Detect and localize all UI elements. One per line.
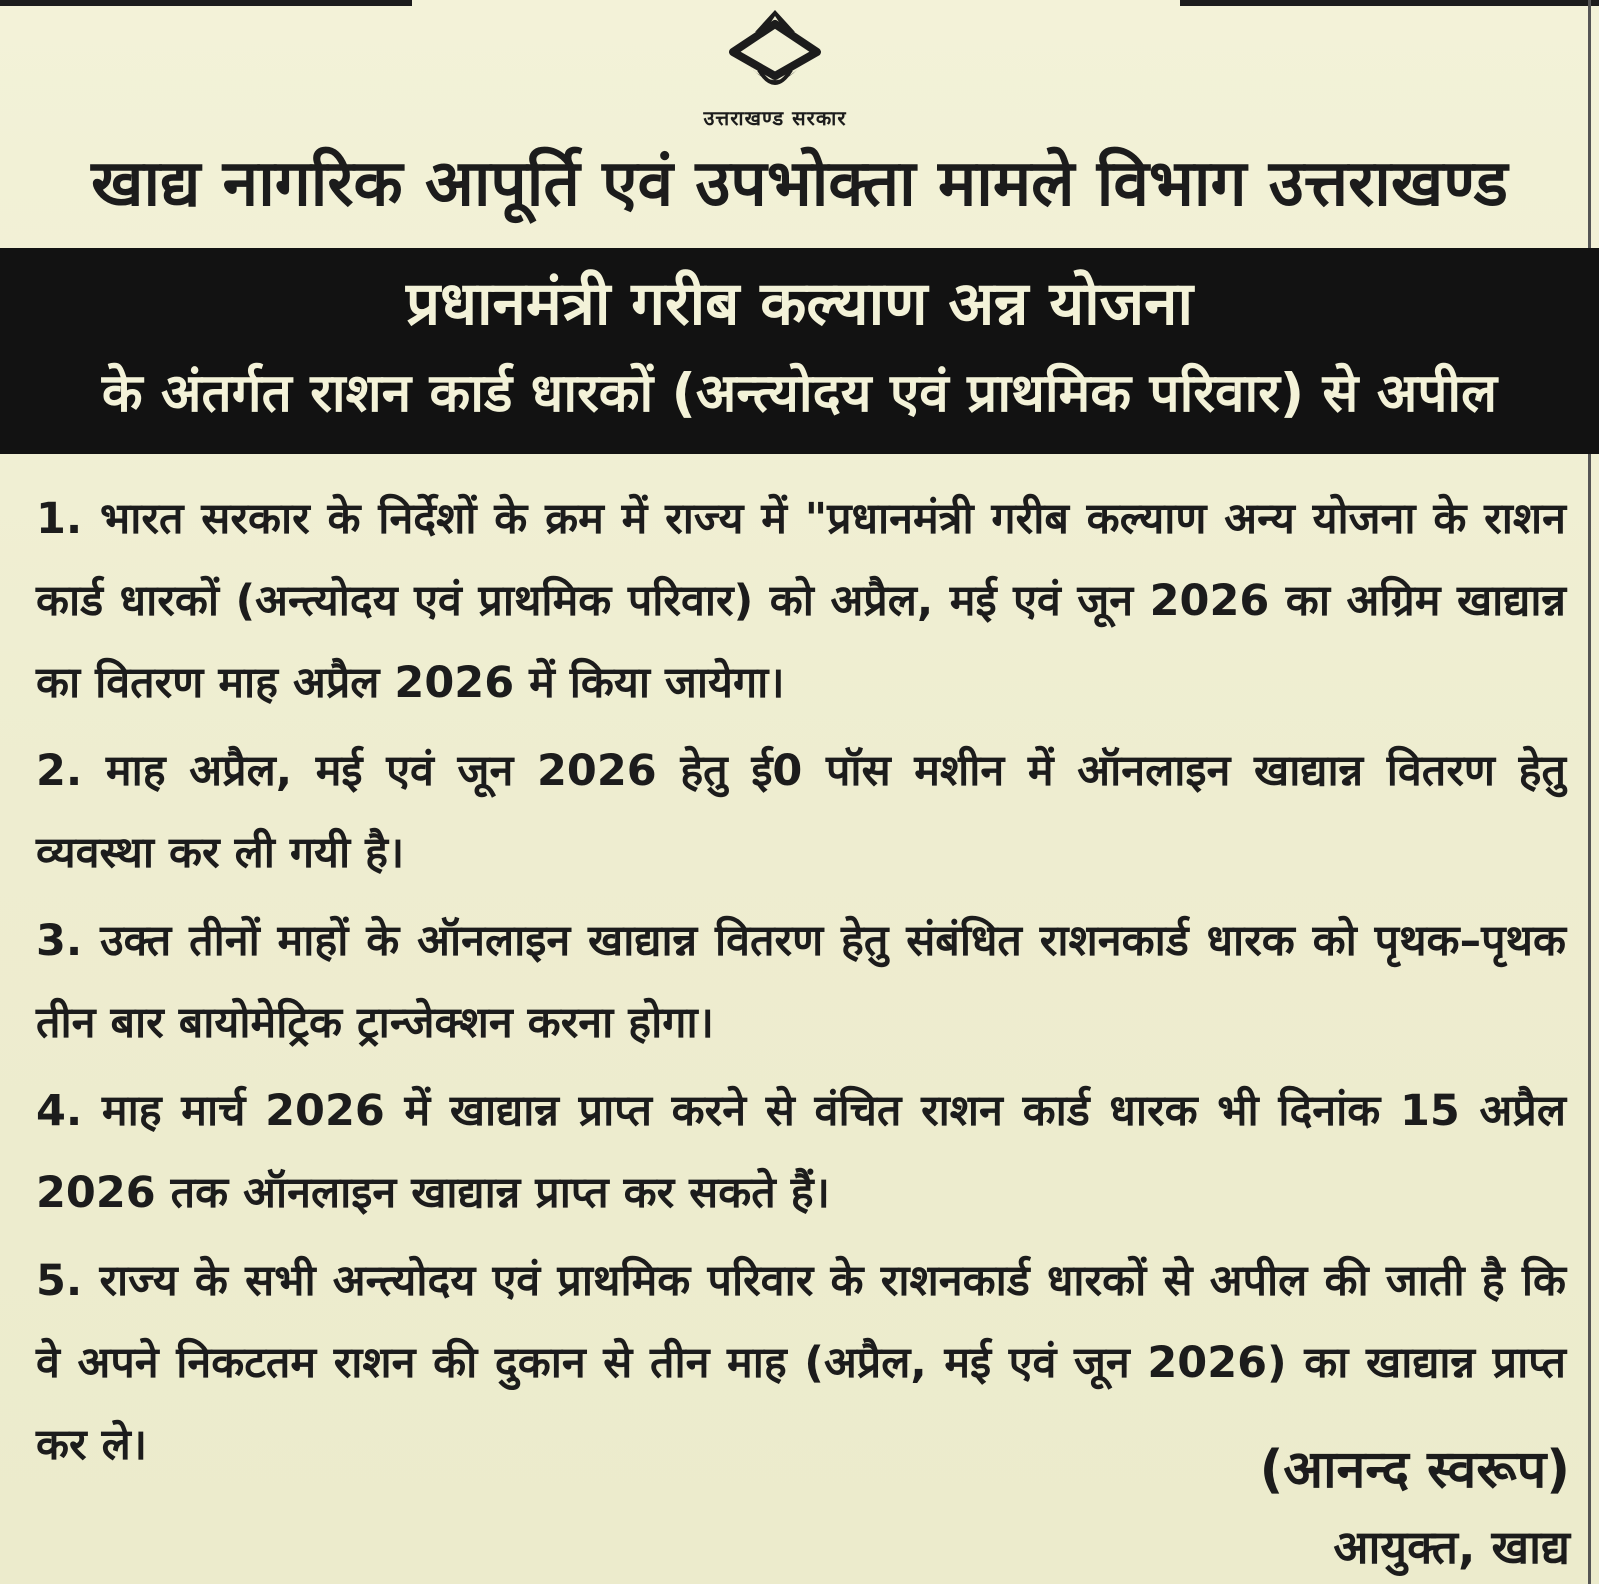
notice-point-5: 5. राज्य के सभी अन्त्योदय एवं प्राथमिक परिवार के राशनकार्ड धारकों से अपील की जाती है कि वे अपने निकटतम राशन की दुकान से तीन माह (अप्रैल, मई एवं जून 2026) का खाद्यान्न प्राप्त कर ले। (36, 1256, 1566, 1470)
signatory-name: (आनन्द स्वरूप) (1259, 1440, 1570, 1500)
appeal-subtitle: के अंतर्गत राशन कार्ड धारकों (अन्त्योदय एवं प्राथमिक परिवार) से अपील (101, 363, 1498, 424)
department-title: खाद्य नागरिक आपूर्ति एवं उपभोक्ता मामले विभाग उत्तराखण्ड (91, 147, 1508, 221)
uttarakhand-emblem-icon (724, 6, 826, 106)
scheme-banner (0, 248, 1599, 454)
notice-points (36, 478, 1566, 1492)
notice-point-3: 3. उक्त तीनों माहों के ऑनलाइन खाद्यान्न वितरण हेतु संबंधित राशनकार्ड धारक को पृथक–पृथक तीन बार बायोमेट्रिक ट्रान्जेक्शन करना होगा। (36, 916, 1566, 1048)
scheme-title: प्रधानमंत्री गरीब कल्याण अन्न योजना (405, 269, 1194, 339)
right-edge-rule (1588, 0, 1591, 1584)
notice-point-1: 1. भारत सरकार के निर्देशों के क्रम में राज्य में "प्रधानमंत्री गरीब कल्याण अन्य योजना के राशन कार्ड धारकों (अन्त्योदय एवं प्राथमिक परिवार) को अप्रैल, मई एवं जून 2026 का अग्रिम खाद्यान्न का वितरण माह अप्रैल 2026 में किया जायेगा। (36, 494, 1566, 708)
notice-point-2: 2. माह अप्रैल, मई एवं जून 2026 हेतु ई0 पॉस मशीन में ऑनलाइन खाद्यान्न वितरण हेतु व्यवस्था कर ली गयी है। (36, 746, 1566, 878)
notice-point-4: 4. माह मार्च 2026 में खाद्यान्न प्राप्त करने से वंचित राशन कार्ड धारक भी दिनांक 15 अप्रैल 2026 तक ऑनलाइन खाद्यान्न प्राप्त कर सकते हैं। (36, 1086, 1566, 1218)
signatory-designation: आयुक्त, खाद्य (1333, 1520, 1570, 1574)
logo-caption: उत्तराखण्ड सरकार (703, 106, 847, 130)
